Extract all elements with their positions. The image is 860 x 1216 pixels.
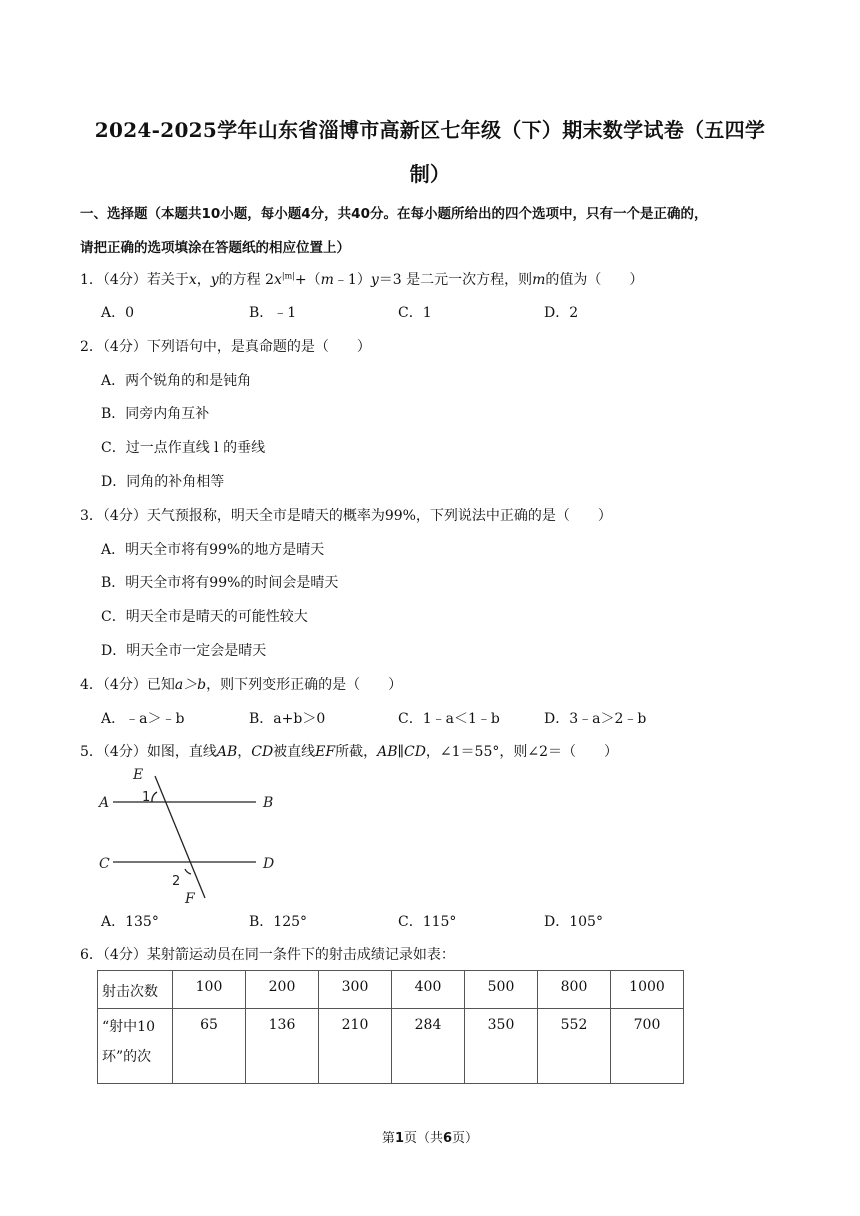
shooting-record-table <box>97 970 684 1084</box>
q3-option-b[interactable]: B．明天全市将有99%的时间会是晴天 <box>101 575 339 591</box>
angle-2-arc <box>185 869 191 874</box>
table-cell: 800 <box>538 971 611 1009</box>
question-1-stem: 1．（4分）若关于x，y的方程 $2x^{|m|}+(m﹣1)y=3$ 是二元一次方程，则m的值为（ ） <box>80 271 644 288</box>
question-5-stem: 5．（4分）如图，直线AB，CD被直线EF所截，AB∥CD，∠1＝55°，则∠2＝（ ） <box>80 744 619 760</box>
parallel-lines-figure <box>96 764 286 906</box>
table-cell: 210 <box>319 1009 392 1084</box>
label-c: C <box>99 856 110 872</box>
table-row <box>98 1009 684 1084</box>
section-heading-line2: 请把正确的选项填涂在答题纸的相应位置上） <box>80 240 350 256</box>
table-header-cell: 射击次数 <box>98 971 173 1009</box>
section-heading-line1: 一、选择题（本题共10小题，每小题4分，共40分。在每小题所给出的四个选项中，只有一个是正确的， <box>80 206 708 222</box>
q5-option-b[interactable]: B．125° <box>249 914 308 930</box>
q2-option-d[interactable]: D．同角的补角相等 <box>101 474 225 490</box>
q1-option-b[interactable]: B．﹣1 <box>249 305 297 321</box>
q4-option-b[interactable]: B．a+b＞0 <box>249 711 326 727</box>
table-cell: 65 <box>173 1009 246 1084</box>
label-d: D <box>263 856 275 872</box>
q1-option-d[interactable]: D．2 <box>544 305 579 321</box>
page-number: 1 <box>394 1131 404 1146</box>
q2-option-a[interactable]: A．两个锐角的和是钝角 <box>101 373 252 389</box>
q3-option-c[interactable]: C．明天全市是晴天的可能性较大 <box>101 609 308 625</box>
table-cell: 400 <box>392 971 465 1009</box>
table-row <box>98 971 684 1009</box>
q5-option-c[interactable]: C．115° <box>398 914 457 930</box>
question-2-stem: 2．（4分）下列语句中，是真命题的是（ ） <box>80 339 371 355</box>
question-3-stem: 3．（4分）天气预报称，明天全市是晴天的概率为99%，下列说法中正确的是（ ） <box>80 508 612 524</box>
question-6-stem: 6．（4分）某射箭运动员在同一条件下的射击成绩记录如表： <box>80 947 455 963</box>
table-cell: 1000 <box>611 971 684 1009</box>
question-4-stem: 4．（4分）已知a＞b，则下列变形正确的是（ ） <box>80 677 403 693</box>
label-angle-1: 1 <box>142 790 151 805</box>
table-cell: 300 <box>319 971 392 1009</box>
q2-option-c[interactable]: C．过一点作直线 l 的垂线 <box>101 440 266 456</box>
q4-option-d[interactable]: D．3﹣a＞2﹣b <box>544 711 647 727</box>
table-cell: 100 <box>173 971 246 1009</box>
table-cell: 284 <box>392 1009 465 1084</box>
exam-title-line1: 2024-2025学年山东省淄博市高新区七年级（下）期末数学试卷（五四学 <box>94 118 766 142</box>
exam-title-line2: 制） <box>409 162 451 186</box>
q5-option-d[interactable]: D．105° <box>544 914 603 930</box>
table-cell: 700 <box>611 1009 684 1084</box>
angle-1-arc <box>152 792 157 802</box>
q4-option-c[interactable]: C．1﹣a＜1﹣b <box>398 711 500 727</box>
table-cell: 500 <box>465 971 538 1009</box>
page-footer: 第1页（共6页） <box>381 1131 479 1146</box>
table-cell: 350 <box>465 1009 538 1084</box>
label-e: E <box>133 767 144 783</box>
table-header-cell: “射中10 环”的次 <box>98 1009 173 1084</box>
q1-option-a[interactable]: A．0 <box>101 305 135 321</box>
table-cell: 552 <box>538 1009 611 1084</box>
table-cell: 200 <box>246 971 319 1009</box>
label-a: A <box>99 795 110 811</box>
q3-option-a[interactable]: A．明天全市将有99%的地方是晴天 <box>101 542 325 558</box>
q4-option-a[interactable]: A．﹣a＞﹣b <box>101 711 185 727</box>
label-b: B <box>263 795 274 811</box>
label-angle-2: 2 <box>172 874 181 889</box>
q1-option-c[interactable]: C．1 <box>398 305 432 321</box>
label-f: F <box>185 891 195 906</box>
q2-option-b[interactable]: B．同旁内角互补 <box>101 406 210 422</box>
table-cell: 136 <box>246 1009 319 1084</box>
page-total: 6 <box>443 1131 453 1146</box>
q5-option-a[interactable]: A．135° <box>101 914 159 930</box>
q3-option-d[interactable]: D．明天全市一定会是晴天 <box>101 643 267 659</box>
